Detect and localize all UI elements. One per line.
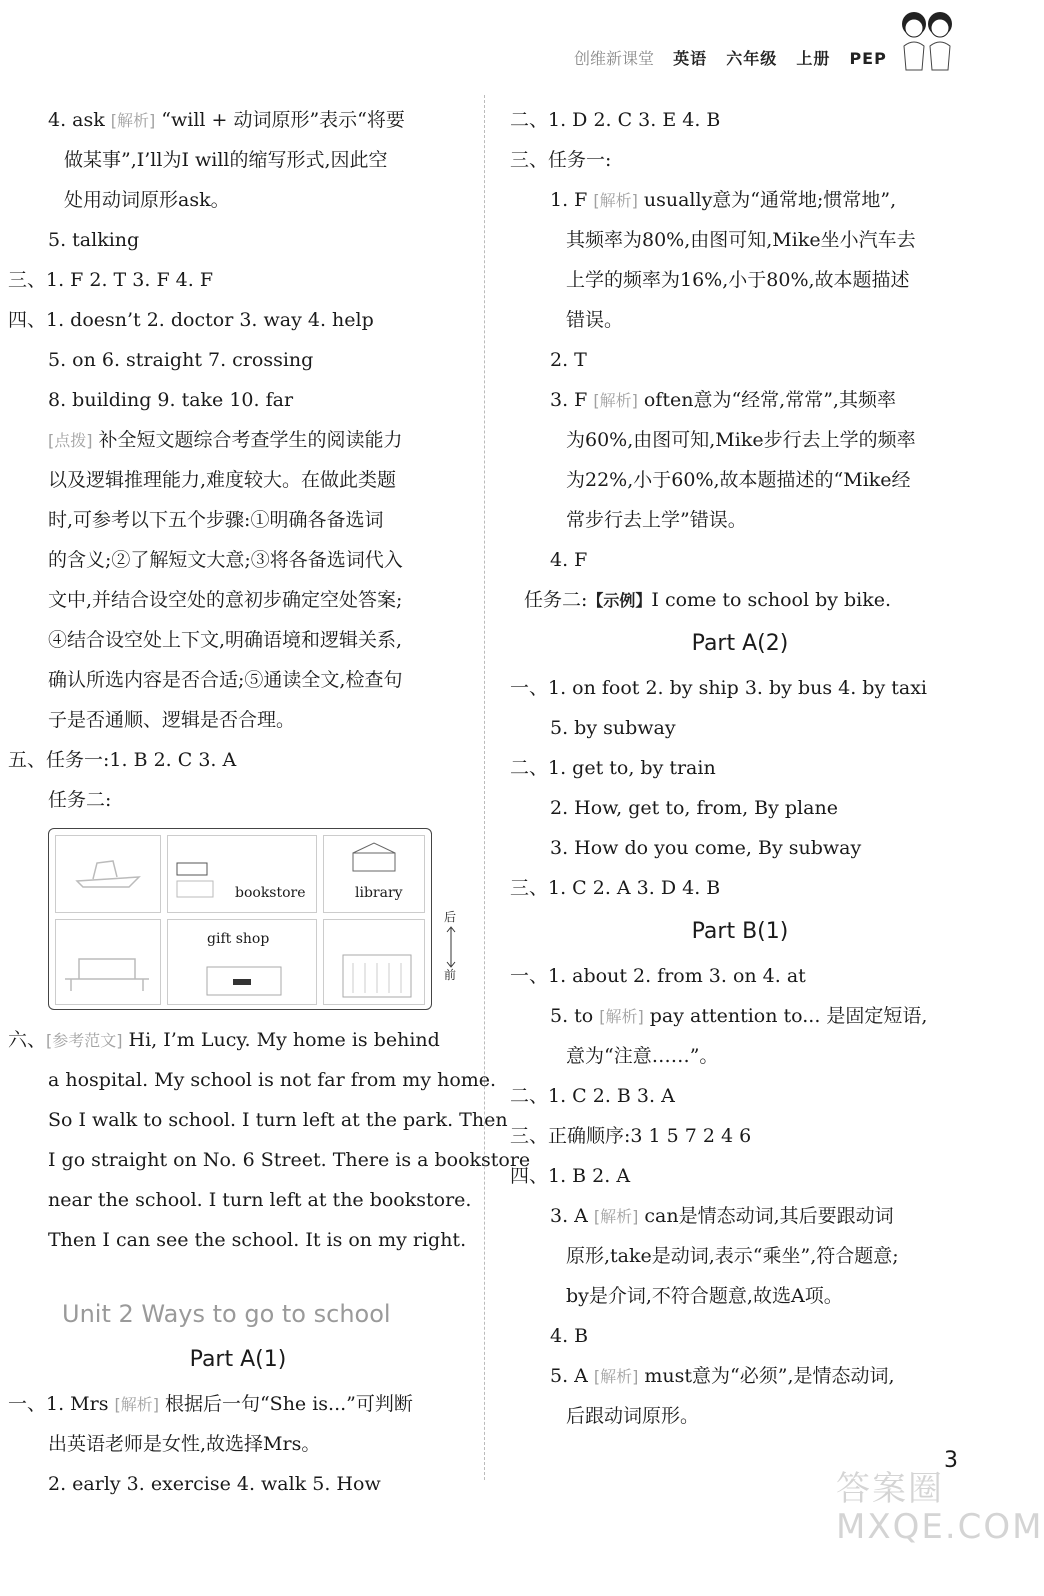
column-divider <box>484 95 485 1480</box>
answer-line: 错误。 <box>566 309 624 331</box>
left-column <box>8 100 531 1504</box>
header-grade: 六年级 <box>726 49 778 68</box>
answer-line: 三、任务一: <box>510 149 612 171</box>
map-label-bookstore: bookstore <box>235 885 306 901</box>
answer-line: 处用动词原形ask。 <box>64 189 230 211</box>
town-map-figure <box>48 828 432 1010</box>
analysis-tag: [解析] <box>599 1007 644 1026</box>
answer-line: 4. F <box>550 549 588 571</box>
kids-illustration-icon <box>892 6 962 76</box>
section-4-answers: 四、1. doesn’t 2. doctor 3. way 4. help <box>8 309 374 331</box>
essay-line: So I walk to school. I turn left at the park. Then <box>48 1109 508 1131</box>
header-subject: 英语 <box>673 49 708 68</box>
page-number: 3 <box>944 1448 958 1473</box>
answer-line: 5. to [解析] pay attention to... 是固定短语, <box>550 1005 928 1027</box>
tip-line: [点拨] 补全短文题综合考查学生的阅读能力 <box>48 429 403 451</box>
answer-line: 任务二:【示例】I come to school by bike. <box>524 589 892 611</box>
right-column <box>510 100 970 1436</box>
essay-line: Then I can see the school. It is on my right. <box>48 1229 467 1251</box>
answer-line: 2. How, get to, from, By plane <box>550 797 838 819</box>
part-a2-heading: Part A(2) <box>691 631 789 656</box>
answer-line: 二、1. get to, by train <box>510 757 716 779</box>
section-4-answers: 5. on 6. straight 7. crossing <box>48 349 314 371</box>
tip-tag: [点拨] <box>48 431 93 450</box>
answer-line: 1. F [解析] usually意为“通常地;惯常地”, <box>550 189 897 211</box>
answer-line: 3. A [解析] can是情态动词,其后要跟动词 <box>550 1205 894 1227</box>
unit-title: Unit 2 Ways to go to school <box>62 1300 391 1328</box>
tip-line: 确认所选内容是否合适;⑤通读全文,检查句 <box>48 669 403 691</box>
answer-line: 常步行去上学”错误。 <box>566 509 747 531</box>
ship-icon <box>73 851 143 891</box>
answer-line: 为22%,小于60%,故本题描述的“Mike经 <box>566 469 911 491</box>
answer-line: 做某事”,I’ll为I will的缩写形式,因此空 <box>64 149 388 171</box>
library-building-icon <box>349 839 399 875</box>
map-label-gift-shop: gift shop <box>207 931 270 947</box>
essay-line: a hospital. My school is not far from my home. <box>48 1069 497 1091</box>
direction-back-label: 后 <box>444 910 457 924</box>
answer-line: by是介词,不符合题意,故选A项。 <box>566 1285 843 1307</box>
tip-line: 子是否通顺、逻辑是否合理。 <box>48 709 296 731</box>
analysis-tag: [解析] <box>593 1367 639 1386</box>
section-4-answers: 8. building 9. take 10. far <box>48 389 294 411</box>
school-building-icon <box>339 941 415 1001</box>
answer-line: 2. T <box>550 349 587 371</box>
answer-5-talking: 5. talking <box>48 229 140 251</box>
answer-line: 一、1. on foot 2. by ship 3. by bus 4. by taxi <box>510 677 927 699</box>
essay-line: 六、[参考范文] Hi, I’m Lucy. My home is behind <box>8 1029 440 1051</box>
example-tag: 【示例】 <box>587 591 652 610</box>
answer-line: 2. early 3. exercise 4. walk 5. How <box>48 1473 381 1495</box>
analysis-tag: [解析] <box>114 1395 159 1414</box>
part-a1-heading: Part A(1) <box>189 1347 287 1372</box>
map-label-library: library <box>355 885 403 901</box>
analysis-tag: [解析] <box>593 391 638 410</box>
answer-4-ask: 4. ask [解析] “will + 动词原形”表示“将要 <box>48 109 405 131</box>
answer-line: 出英语老师是女性,故选择Mrs。 <box>48 1433 321 1455</box>
answer-line: 3. F [解析] often意为“经常,常常”,其频率 <box>550 389 896 411</box>
answer-line: 一、1. about 2. from 3. on 4. at <box>510 965 806 987</box>
park-bench-icon <box>59 949 155 995</box>
answer-line: 四、1. B 2. A <box>510 1165 631 1187</box>
answer-line: 4. B <box>550 1325 589 1347</box>
answer-line: 为60%,由图可知,Mike步行去上学的频率 <box>566 429 916 451</box>
tip-line: 以及逻辑推理能力,难度较大。在做此类题 <box>48 469 397 491</box>
section-5-task2: 任务二: <box>48 789 112 811</box>
answer-line: 二、1. C 2. B 3. A <box>510 1085 675 1107</box>
answer-line: 一、1. Mrs [解析] 根据后一句“She is...”可判断 <box>8 1393 413 1415</box>
answer-line: 5. by subway <box>550 717 676 739</box>
gift-shop-building-icon <box>199 959 289 999</box>
header-volume: 上册 <box>796 49 831 68</box>
essay-line: I go straight on No. 6 Street. There is a bookstore <box>48 1149 531 1171</box>
essay-line: near the school. I turn left at the bookstore. <box>48 1189 472 1211</box>
answer-line: 三、1. C 2. A 3. D 4. B <box>510 877 721 899</box>
answer-line: 意为“注意……”。 <box>566 1045 719 1067</box>
answer-line: 后跟动词原形。 <box>566 1405 700 1427</box>
answer-line: 上学的频率为16%,小于80%,故本题描述 <box>566 269 910 291</box>
tip-line: 时,可参考以下五个步骤:①明确各备选词 <box>48 509 384 531</box>
answer-line: 3. How do you come, By subway <box>550 837 862 859</box>
tip-line: 的含义;②了解短文大意;③将各备选词代入 <box>48 549 403 571</box>
page-header <box>574 46 887 69</box>
header-brand: 创维新课堂 <box>574 49 655 68</box>
tip-line: ④结合设空处上下文,明确语境和逻辑关系, <box>48 629 403 651</box>
answer-line: 三、正确顺序:3 1 5 7 2 4 6 <box>510 1125 752 1147</box>
bookstore-building-icon <box>175 859 215 899</box>
answer-line: 5. A [解析] must意为“必须”,是情态动词, <box>550 1365 895 1387</box>
reference-tag: [参考范文] <box>46 1031 123 1050</box>
analysis-tag: [解析] <box>593 191 638 210</box>
section-5-answers: 五、任务一:1. B 2. C 3. A <box>8 749 237 771</box>
analysis-tag: [解析] <box>593 1207 639 1226</box>
answer-line: 其频率为80%,由图可知,Mike坐小汽车去 <box>566 229 916 251</box>
direction-front-label: 前 <box>444 968 457 982</box>
section-3-answers: 三、1. F 2. T 3. F 4. F <box>8 269 214 291</box>
watermark-logo: 答案圈 MXQE.COM <box>836 1469 1044 1547</box>
answer-line: 二、1. D 2. C 3. E 4. B <box>510 109 721 131</box>
direction-arrow-icon <box>446 926 456 968</box>
answer-line: 原形,take是动词,表示“乘坐”,符合题意; <box>566 1245 899 1267</box>
tip-line: 文中,并结合设空处的意初步确定空处答案; <box>48 589 403 611</box>
analysis-tag: [解析] <box>110 111 156 130</box>
header-edition: PEP <box>849 49 887 68</box>
part-b1-heading: Part B(1) <box>691 919 789 944</box>
